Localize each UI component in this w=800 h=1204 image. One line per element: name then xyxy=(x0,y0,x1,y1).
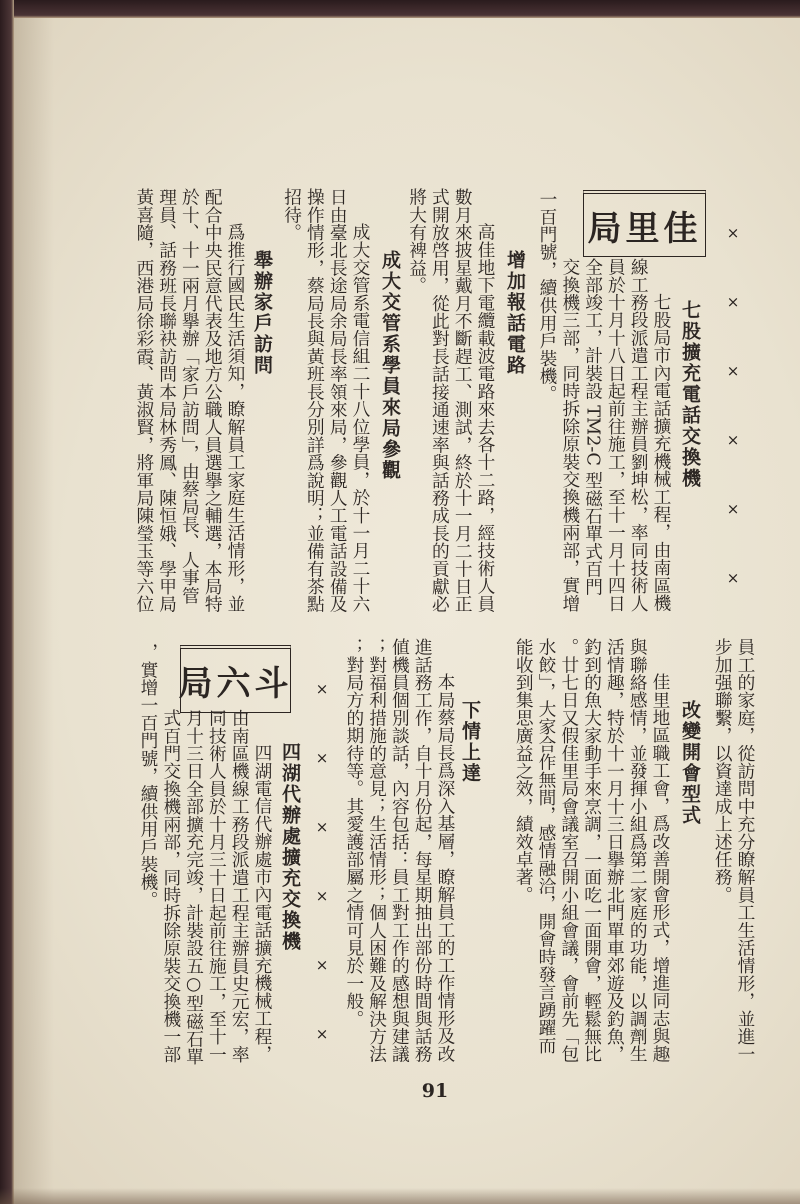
article-body xyxy=(280,188,371,613)
text-column: 進話務工作，自十月份起，每星期抽出部份時間與話務 xyxy=(412,638,433,1063)
article-title: 增加報話電路 xyxy=(504,250,526,376)
text-column: ，實增一百門號，續供用戶裝機。 xyxy=(138,643,159,909)
text-column: 釣到的魚大家動手來烹調，一面吃一面開會，輕鬆無比 xyxy=(581,638,602,1063)
text-column: 日由臺北長途局余局長率領來局，參觀人工電話設備及 xyxy=(327,188,348,613)
text-column: 。廿七日又假佳里局會議室召開小組會議，會前先「包 xyxy=(558,638,579,1063)
article-title: 下情上達 xyxy=(459,700,481,784)
text-column: 員於十月十八日起前往施工，至十一月十四日 xyxy=(605,258,626,612)
page-bottom-shadow xyxy=(0,1188,800,1204)
article-title: 舉辦家戶訪問 xyxy=(251,250,273,376)
text-column: 由南區機線工務段派遣工程主辦員史元宏，率 xyxy=(229,709,250,1063)
text-column: 能收到集思廣益之效，績效卓著。 xyxy=(513,638,534,904)
text-column: 全部竣工，計裝設 TM2-C 型磁石單式百門 xyxy=(582,258,603,596)
separator-marks: ×××××× xyxy=(313,680,331,1094)
text-column: 水餃」，大家合作無間，感情融洽，開會時發言踴躍而 xyxy=(536,638,557,1054)
text-column: 値機員個別談話，內容包括：員工對工作的感想與建議 xyxy=(389,638,410,1063)
text-column: 活情趣，特於十一月十三日擧辦北門單車郊遊及釣魚， xyxy=(604,638,625,1063)
text-column: 本局蔡局長爲深入基層，瞭解員工的工作情形及改 xyxy=(435,673,455,1063)
article-body xyxy=(511,638,671,1063)
text-column: 式開放啓用，從此對長話接通速率與話務成長的貢獻必 xyxy=(429,188,450,613)
text-column: 月十三日全部擴充完竣，計裝設五○型磁石單 xyxy=(183,709,204,1066)
text-column: 同技術人員於十月三十日起前往施工，至十一 xyxy=(206,709,227,1063)
article-body-continued xyxy=(710,638,756,1063)
text-column: 步加强聯繫，以資達成上述任務。 xyxy=(712,638,733,904)
text-column: 黃喜隨，西港局徐彩霞、黃淑賢，將軍局陳瑩玉等六位 xyxy=(133,188,154,613)
text-column: 操作情形，蔡局長與黃班長分別詳爲說明；並備有茶點 xyxy=(304,188,325,613)
article-title: 四湖代辦處擴充交換機 xyxy=(279,742,301,952)
article-body xyxy=(342,638,456,1063)
text-column: 於十、十一兩月擧辦「家戶訪問」，由蔡局長、人事管 xyxy=(179,188,200,604)
text-column: 式百門交換機兩部，同時拆除原裝交換機一部 xyxy=(160,709,181,1063)
separator-marks: ×××××× xyxy=(724,224,742,638)
text-column: 爲推行國民生活須知，瞭解員工家庭生活情形，並 xyxy=(225,223,245,613)
station-header: 斗六局 xyxy=(178,664,293,704)
text-column: ；對福利措施的意見；生活情形；個人困難及解決方法 xyxy=(366,638,387,1063)
text-column: 員工的家庭，從訪問中充分瞭解員工生活情形，並進一 xyxy=(735,638,755,1063)
page-gutter-shadow xyxy=(14,18,54,1204)
article-title: 改變開會型式 xyxy=(679,700,701,826)
page-number: 91 xyxy=(421,1080,449,1102)
text-column: 佳里地區職工會，爲改善開會形式，增進同志與趣 xyxy=(650,673,670,1063)
text-column: ；對局方的期待等。其愛護部屬之情可見於一般。 xyxy=(343,638,364,1028)
text-column: 數月來披星戴月不斷趕工、測試，終於十一月二十日正 xyxy=(452,188,473,613)
text-column: 一百門號，續供用戶裝機。 xyxy=(537,190,558,403)
book-cover-edge-top xyxy=(0,0,800,18)
text-column: 七股局市內電話擴充機械工程，由南區機 xyxy=(651,293,671,612)
text-column: 招待。 xyxy=(281,188,302,242)
text-column: 四湖電信代辦處市內電話擴充機械工程， xyxy=(252,744,272,1063)
station-header: 佳里局 xyxy=(587,208,702,249)
text-column: 高佳地下電纜載波電路來去各十二路，經技術人員 xyxy=(475,223,495,613)
text-column: 配合中央民意代表及地方公職人員選擧之輔選，本局特 xyxy=(202,188,223,613)
text-column: 線工務段派遣工程主辦員劉坤松，率同技術人 xyxy=(628,258,649,612)
book-cover-edge-left xyxy=(0,0,14,1204)
text-column: 交換機三部，同時拆除原裝交換機兩部，實增 xyxy=(559,258,580,612)
text-column: 與聯絡感情，並發揮小組爲第二家庭的功能，以調劑生 xyxy=(627,638,648,1063)
station-header-box xyxy=(180,645,291,713)
text-column: 將大有裨益。 xyxy=(406,188,427,295)
text-column: 成大交管系電信組二十八位學員，於十一月二十六 xyxy=(350,223,370,613)
article-title: 成大交管系學員來局參觀 xyxy=(379,250,401,481)
article-body xyxy=(405,188,496,613)
text-column: 理員、話務班長聯袂訪問本局林秀鳳、陳恒娥、學甲局 xyxy=(156,188,177,613)
article-title: 七股擴充電話交換機 xyxy=(679,300,701,489)
article-body xyxy=(132,188,246,613)
station-header-box xyxy=(583,190,706,257)
